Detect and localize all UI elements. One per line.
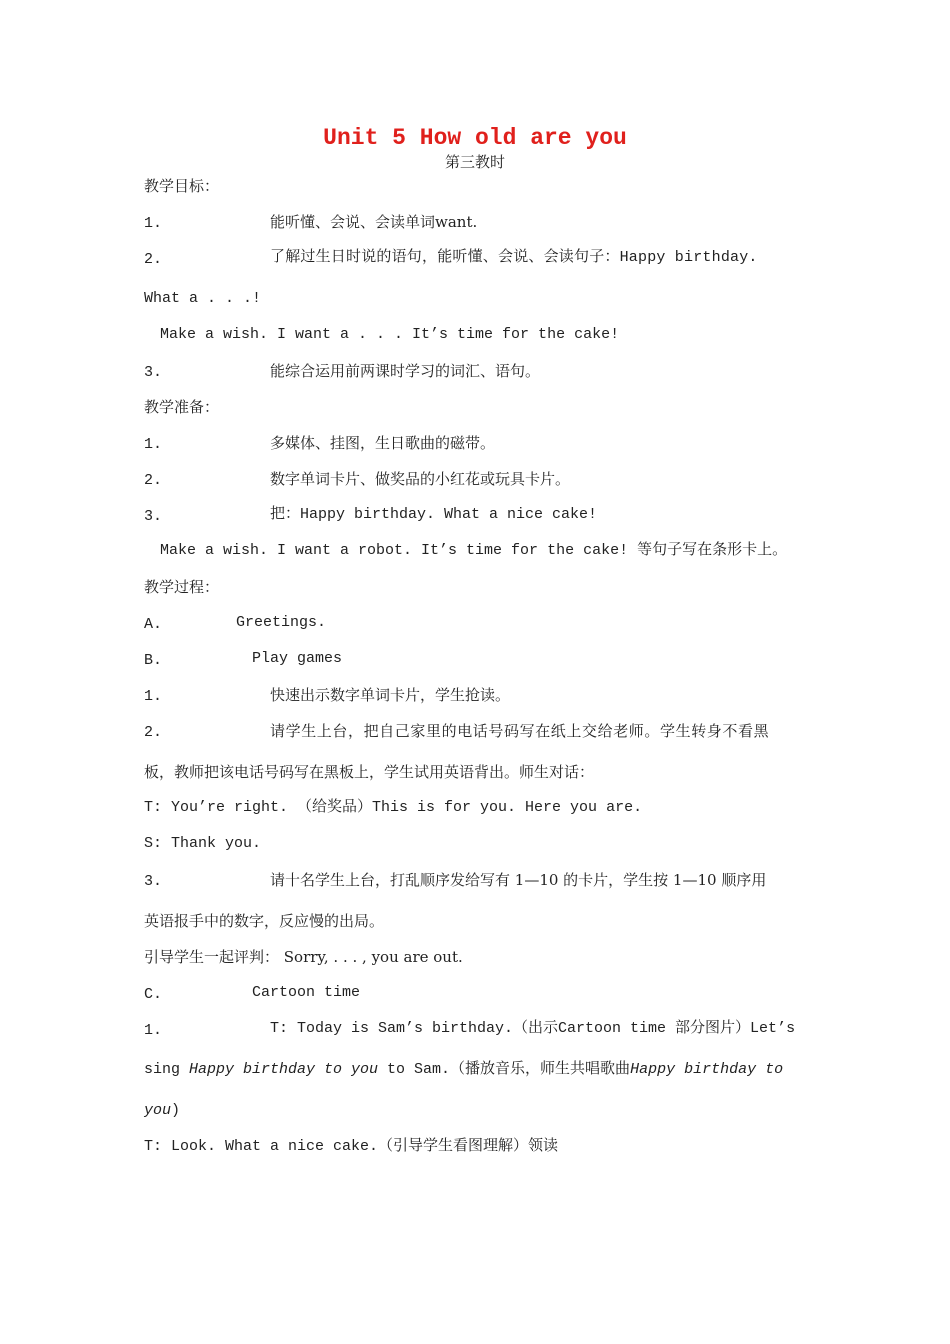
- doc-title: Unit 5 How old are you: [323, 125, 627, 151]
- step-c-1-text: T: Today is Sam’s birthday.（出示Cartoon time 部分图片）Let’s: [270, 1020, 796, 1037]
- step-c-1-cont-a: sing: [144, 1061, 190, 1078]
- step-b-number: B.: [144, 652, 163, 669]
- step-c-1-number: 1.: [144, 1022, 163, 1039]
- prep-1: [144, 433, 496, 455]
- song-title-2: Happy birthday to: [630, 1061, 784, 1078]
- goal-2-number: 2.: [144, 251, 163, 268]
- prep-3-line-2: Make a wish. I want a robot. It’s time for the cake! 等句子写在条形卡上。: [160, 542, 788, 559]
- prep-3-number: 3.: [144, 508, 163, 525]
- step-b-2-text: 请学生上台，把自己家里的电话号码写在纸上交给老师。学生转身不看黑: [270, 722, 770, 740]
- goal-1: [144, 212, 478, 234]
- dialogue-teacher-2: T: Look. What a nice cake.（引导学生看图理解）领读: [144, 1138, 559, 1155]
- prep-1-number: 1.: [144, 436, 163, 453]
- step-c-1-continued-2: [144, 1101, 180, 1121]
- step-c: [144, 983, 361, 1005]
- step-a-text: Greetings.: [236, 614, 327, 631]
- goal-1-text: 能听懂、会说、会读单词want.: [270, 213, 478, 231]
- step-b-3-number: 3.: [144, 873, 163, 890]
- goal-3-number: 3.: [144, 364, 163, 381]
- goals-heading: 教学目标：: [144, 177, 220, 195]
- step-b-2-number: 2.: [144, 724, 163, 741]
- prep-2: [144, 469, 571, 491]
- step-a: [144, 613, 327, 635]
- prep-1-text: 多媒体、挂图，生日歌曲的磁带。: [270, 434, 496, 452]
- prep-heading: 教学准备：: [144, 398, 220, 416]
- goal-2: [144, 248, 806, 270]
- prep-3: [144, 505, 598, 527]
- step-c-text: Cartoon time: [252, 984, 361, 1001]
- step-c-1-continued: [144, 1060, 806, 1080]
- goal-2-continued: What a . . .!: [144, 290, 262, 307]
- dialogue-student-1: S: Thank you.: [144, 835, 262, 852]
- step-a-number: A.: [144, 616, 163, 633]
- prep-2-number: 2.: [144, 472, 163, 489]
- song-title-1: Happy birthday to you: [189, 1061, 379, 1078]
- step-b-3-continued: 英语报手中的数字，反应慢的出局。: [144, 912, 385, 930]
- step-b-2-continued: 板，教师把该电话号码写在黑板上，学生试用英语背出。师生对话：: [144, 763, 595, 781]
- song-title-2-end: you: [144, 1102, 172, 1119]
- prep-2-text: 数字单词卡片、做奖品的小红花或玩具卡片。: [270, 470, 571, 488]
- goal-2-line-2: Make a wish. I want a . . . It’s time for the cake!: [160, 326, 620, 343]
- goal-1-number: 1.: [144, 215, 163, 232]
- step-b: [144, 649, 343, 671]
- prep-3-text: 把：Happy birthday. What a nice cake!: [270, 506, 598, 523]
- step-b-1-number: 1.: [144, 688, 163, 705]
- step-b-1: [144, 685, 511, 707]
- goal-2-text: 了解过生日时说的语句，能听懂、会说、会读句子：Happy birthday.: [270, 249, 758, 266]
- closing-paren: ): [171, 1102, 181, 1119]
- step-b-3: [144, 870, 767, 892]
- step-b-1-text: 快速出示数字单词卡片，学生抢读。: [270, 686, 511, 704]
- step-b-2: [144, 721, 770, 743]
- step-c-number: C.: [144, 986, 163, 1003]
- dialogue-teacher-1: T: You’re right. （给奖品）This is for you. Here you are.: [144, 799, 643, 816]
- goal-3: [144, 361, 541, 383]
- step-b-3-text: 请十名学生上台，打乱顺序发给写有 1—10 的卡片，学生按 1—10 顺序用: [270, 871, 767, 889]
- judge-line: 引导学生一起评判： Sorry, . . . , you are out.: [144, 948, 463, 966]
- step-b-text: Play games: [252, 650, 343, 667]
- doc-subtitle: 第三教时: [444, 153, 505, 171]
- step-c-1-cont-c: to Sam.（播放音乐，师生共唱歌曲: [378, 1061, 631, 1078]
- step-c-1: [144, 1019, 796, 1041]
- process-heading: 教学过程：: [144, 578, 220, 596]
- goal-3-text: 能综合运用前两课时学习的词汇、语句。: [270, 362, 541, 380]
